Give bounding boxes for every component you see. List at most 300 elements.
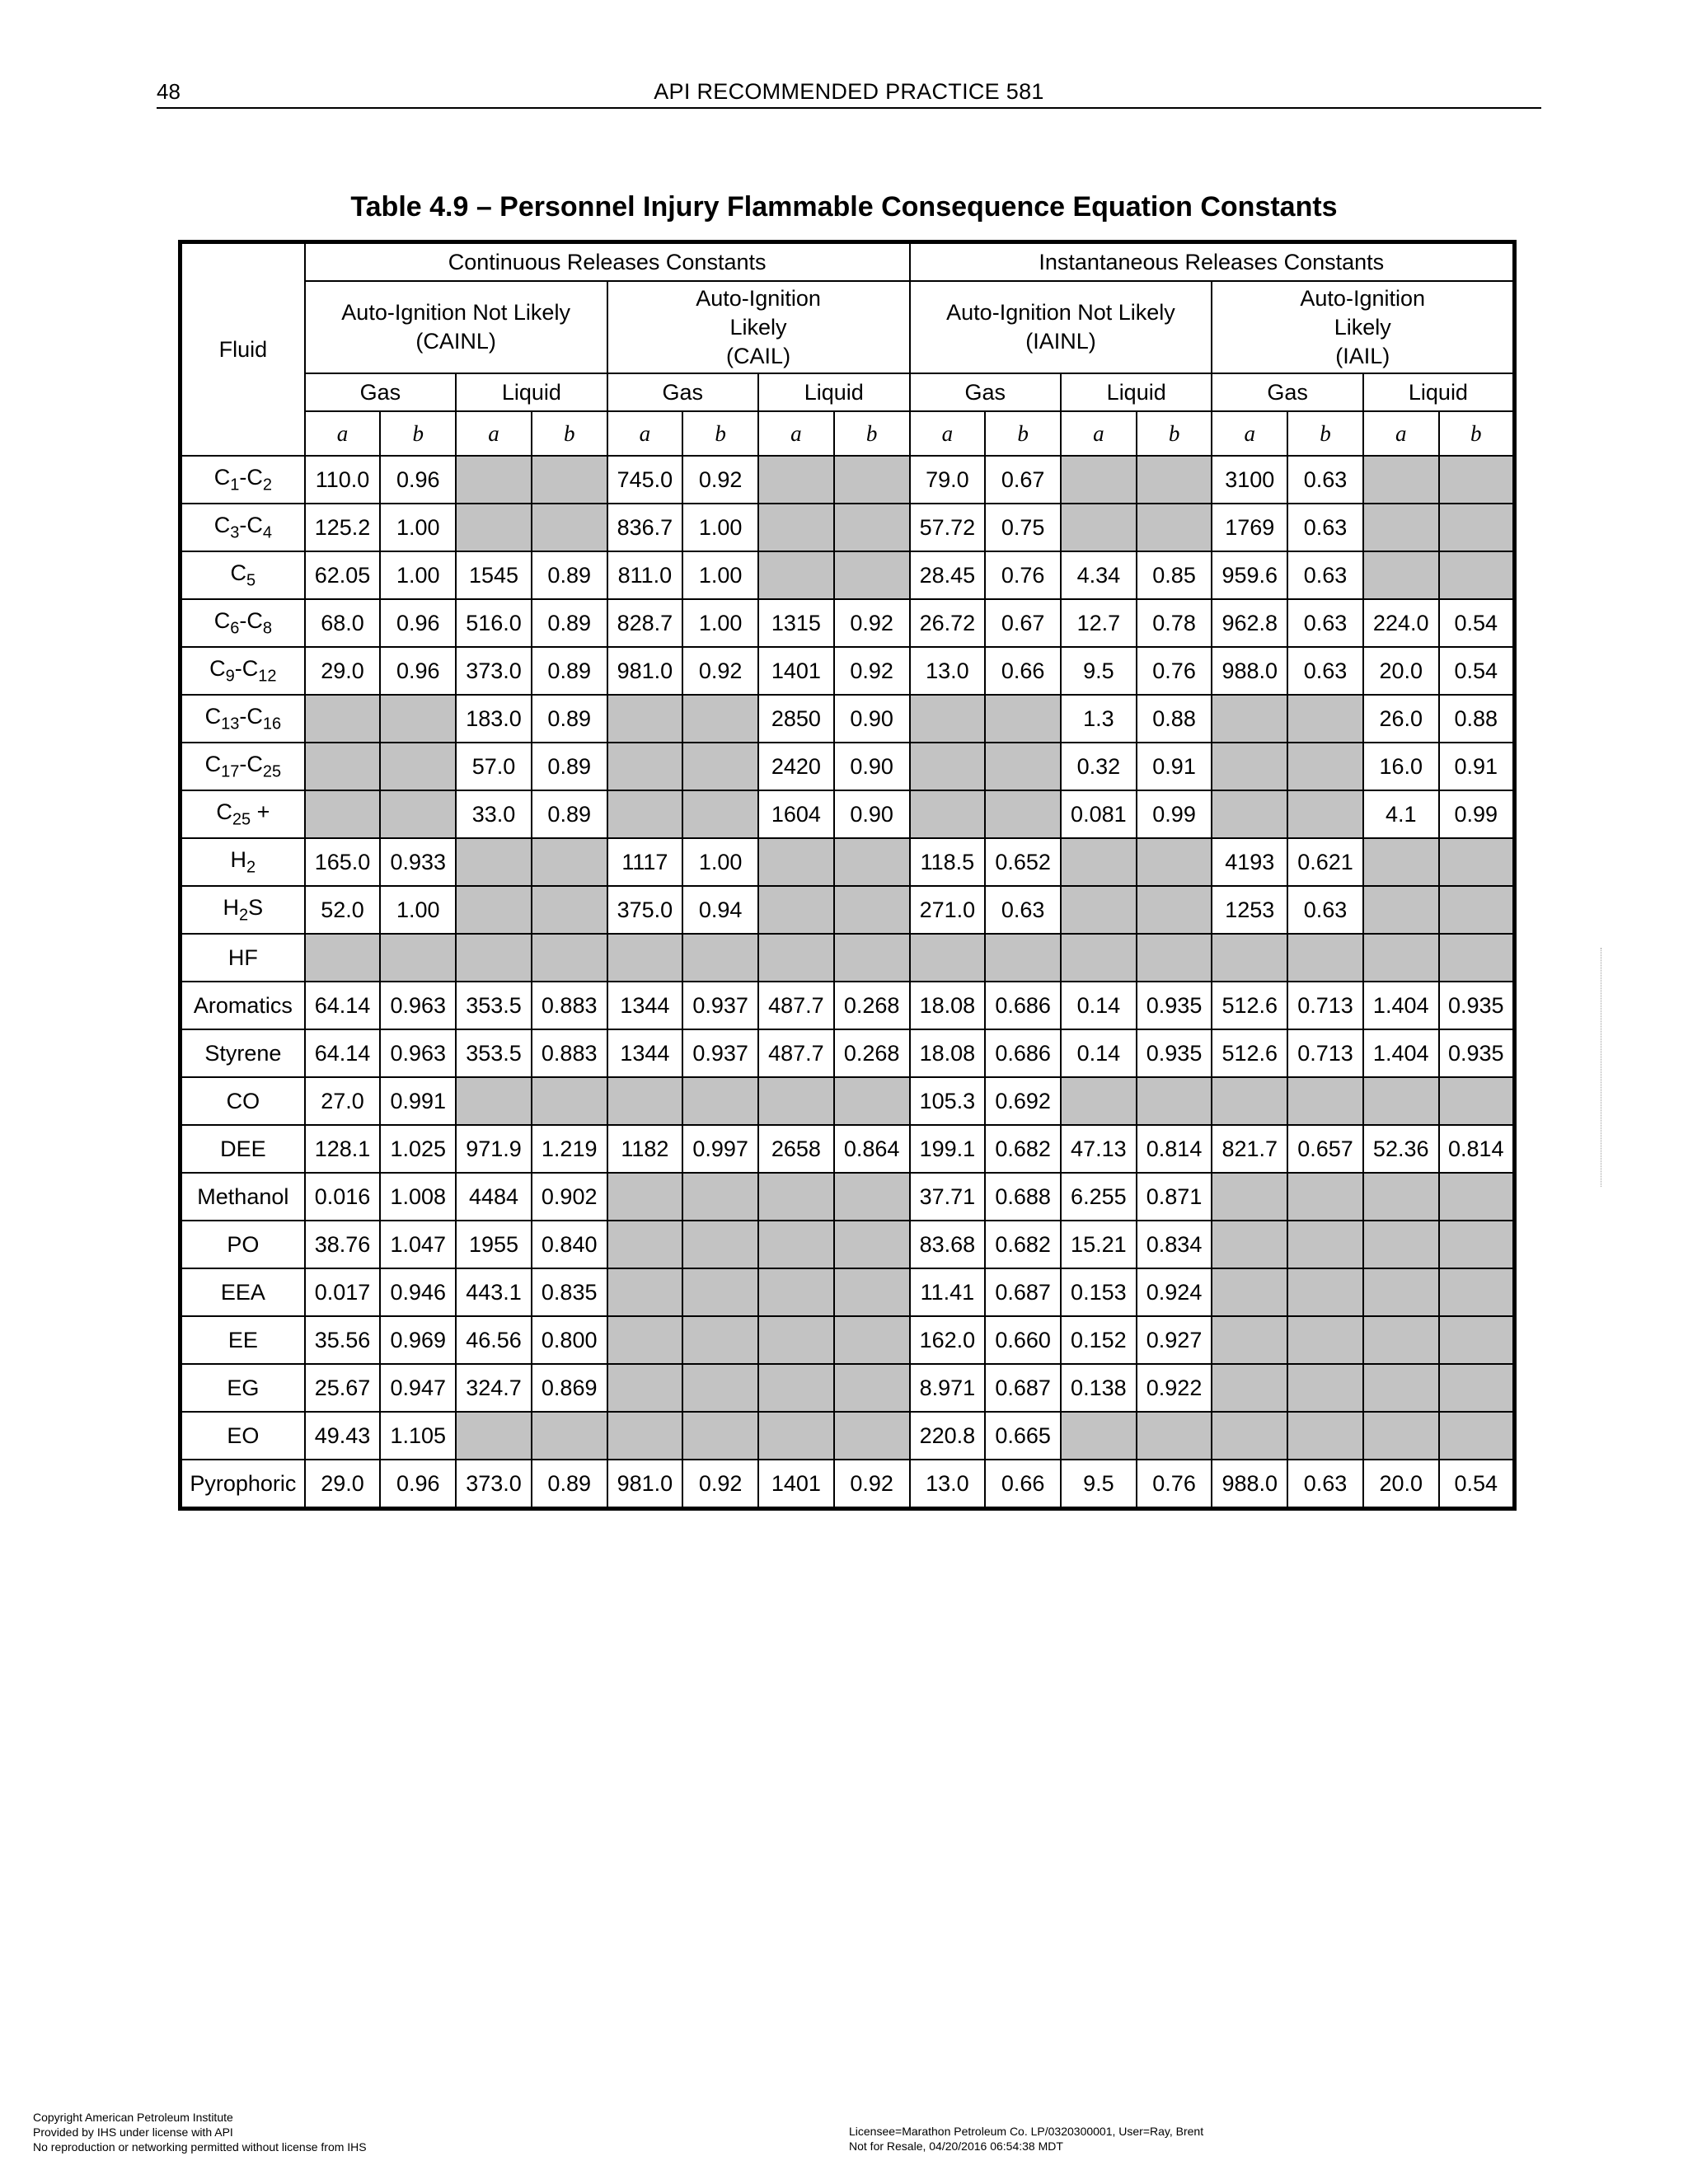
empty-cell <box>380 743 456 790</box>
table-row <box>181 1221 1515 1268</box>
empty-cell <box>1439 1173 1515 1221</box>
empty-cell <box>758 1268 834 1316</box>
value-cell: 0.76 <box>1137 1460 1212 1509</box>
value-cell: 0.652 <box>985 838 1061 886</box>
empty-cell <box>456 1412 532 1460</box>
value-cell: 512.6 <box>1212 982 1287 1029</box>
value-cell: 79.0 <box>910 456 986 504</box>
empty-cell <box>985 934 1061 982</box>
empty-cell <box>1363 934 1439 982</box>
empty-cell <box>682 1173 758 1221</box>
empty-cell <box>1363 838 1439 886</box>
empty-cell <box>910 743 986 790</box>
value-cell: 18.08 <box>910 982 986 1029</box>
value-cell: 1.00 <box>682 504 758 551</box>
table-row <box>181 1412 1515 1460</box>
value-cell: 0.92 <box>682 1460 758 1509</box>
value-cell: 0.89 <box>532 790 607 838</box>
value-cell: 26.72 <box>910 599 986 647</box>
value-cell: 26.0 <box>1363 695 1439 743</box>
empty-cell <box>758 1173 834 1221</box>
empty-cell <box>910 695 986 743</box>
empty-cell <box>834 886 910 934</box>
empty-cell <box>1212 1316 1287 1364</box>
empty-cell <box>1287 1268 1363 1316</box>
value-cell: 0.017 <box>305 1268 381 1316</box>
value-cell: 0.78 <box>1137 599 1212 647</box>
fluid-cell: HF <box>181 934 305 982</box>
empty-cell <box>834 1077 910 1125</box>
value-cell: 2420 <box>758 743 834 790</box>
value-cell: 0.96 <box>380 599 456 647</box>
value-cell: 110.0 <box>305 456 381 504</box>
value-cell: 37.71 <box>910 1173 986 1221</box>
table-row <box>181 934 1515 982</box>
value-cell: 512.6 <box>1212 1029 1287 1077</box>
value-cell: 52.0 <box>305 886 381 934</box>
phase-header: Gas <box>607 373 758 411</box>
value-cell: 271.0 <box>910 886 986 934</box>
value-cell: 1.404 <box>1363 1029 1439 1077</box>
empty-cell <box>607 790 683 838</box>
table-row <box>181 982 1515 1029</box>
coefficient-header: a <box>607 411 683 456</box>
fluid-cell: $C_6-C_8$ <box>181 599 305 647</box>
value-cell: 0.713 <box>1287 982 1363 1029</box>
table-body <box>181 456 1515 1509</box>
value-cell: 0.91 <box>1137 743 1212 790</box>
value-cell: 0.660 <box>985 1316 1061 1364</box>
empty-cell <box>682 1221 758 1268</box>
value-cell: 0.153 <box>1061 1268 1137 1316</box>
coefficient-header: a <box>305 411 381 456</box>
value-cell: 0.54 <box>1439 599 1515 647</box>
empty-cell <box>682 743 758 790</box>
value-cell: 0.92 <box>834 647 910 695</box>
value-cell: 125.2 <box>305 504 381 551</box>
value-cell: 0.138 <box>1061 1364 1137 1412</box>
coefficient-header: a <box>1212 411 1287 456</box>
value-cell: 0.63 <box>1287 1460 1363 1509</box>
empty-cell <box>305 695 381 743</box>
value-cell: 0.63 <box>1287 551 1363 599</box>
empty-cell <box>834 1268 910 1316</box>
value-cell: 1.219 <box>532 1125 607 1173</box>
value-cell: 516.0 <box>456 599 532 647</box>
empty-cell <box>607 1268 683 1316</box>
empty-cell <box>1363 1077 1439 1125</box>
empty-cell <box>607 1412 683 1460</box>
empty-cell <box>1439 504 1515 551</box>
empty-cell <box>1439 1077 1515 1125</box>
margin-marks <box>1601 948 1605 1187</box>
phase-header: Liquid <box>1061 373 1212 411</box>
value-cell: 0.63 <box>1287 886 1363 934</box>
empty-cell <box>1287 1173 1363 1221</box>
phase-header: Liquid <box>758 373 910 411</box>
fluid-cell: Methanol <box>181 1173 305 1221</box>
group-header-continuous: Continuous Releases Constants <box>305 242 910 282</box>
empty-cell <box>1287 790 1363 838</box>
empty-cell <box>1137 1077 1212 1125</box>
value-cell: 0.924 <box>1137 1268 1212 1316</box>
value-cell: 0.14 <box>1061 982 1137 1029</box>
value-cell: 35.56 <box>305 1316 381 1364</box>
empty-cell <box>758 1364 834 1412</box>
coefficient-header: a <box>1363 411 1439 456</box>
value-cell: 29.0 <box>305 1460 381 1509</box>
running-head: API RECOMMENDED PRACTICE 581 <box>654 79 1044 104</box>
value-cell: 0.869 <box>532 1364 607 1412</box>
value-cell: 1.025 <box>380 1125 456 1173</box>
empty-cell <box>1287 695 1363 743</box>
phase-header: Gas <box>910 373 1061 411</box>
value-cell: 0.016 <box>305 1173 381 1221</box>
value-cell: 0.90 <box>834 743 910 790</box>
value-cell: 47.13 <box>1061 1125 1137 1173</box>
phase-header: Gas <box>1212 373 1362 411</box>
value-cell: 0.89 <box>532 599 607 647</box>
value-cell: 1.00 <box>380 551 456 599</box>
value-cell: 49.43 <box>305 1412 381 1460</box>
value-cell: 4.34 <box>1061 551 1137 599</box>
footer-license: Licensee=Marathon Petroleum Co. LP/0320300001, User=Ray, Brent Not for Resale, 04/20/2016 06:54:38 MDT <box>849 2125 1204 2153</box>
empty-cell <box>758 551 834 599</box>
value-cell: 0.99 <box>1439 790 1515 838</box>
value-cell: 13.0 <box>910 647 986 695</box>
value-cell: 0.66 <box>985 1460 1061 1509</box>
fluid-cell: EO <box>181 1412 305 1460</box>
value-cell: 0.935 <box>1439 982 1515 1029</box>
value-cell: 0.32 <box>1061 743 1137 790</box>
empty-cell <box>1212 1077 1287 1125</box>
value-cell: 0.89 <box>532 743 607 790</box>
constants-table <box>178 240 1517 1511</box>
empty-cell <box>910 934 986 982</box>
empty-cell <box>1439 1221 1515 1268</box>
empty-cell <box>834 504 910 551</box>
coefficient-header: a <box>910 411 986 456</box>
empty-cell <box>834 551 910 599</box>
empty-cell <box>1061 456 1137 504</box>
value-cell: 487.7 <box>758 982 834 1029</box>
empty-cell <box>758 456 834 504</box>
value-cell: 6.255 <box>1061 1173 1137 1221</box>
empty-cell <box>758 838 834 886</box>
value-cell: 105.3 <box>910 1077 986 1125</box>
value-cell: 0.688 <box>985 1173 1061 1221</box>
fluid-cell: $C_9-C_{12}$ <box>181 647 305 695</box>
empty-cell <box>758 934 834 982</box>
value-cell: 981.0 <box>607 1460 683 1509</box>
value-cell: 0.933 <box>380 838 456 886</box>
value-cell: 25.67 <box>305 1364 381 1412</box>
empty-cell <box>1287 934 1363 982</box>
empty-cell <box>682 790 758 838</box>
empty-cell <box>456 838 532 886</box>
empty-cell <box>1061 838 1137 886</box>
coefficient-header: b <box>380 411 456 456</box>
table-row <box>181 647 1515 695</box>
empty-cell <box>532 1077 607 1125</box>
empty-cell <box>1137 934 1212 982</box>
fluid-cell: Aromatics <box>181 982 305 1029</box>
empty-cell <box>758 1221 834 1268</box>
coefficient-header: b <box>682 411 758 456</box>
empty-cell <box>682 1077 758 1125</box>
table-row <box>181 1077 1515 1125</box>
value-cell: 0.814 <box>1439 1125 1515 1173</box>
empty-cell <box>834 1316 910 1364</box>
table-row <box>181 790 1515 838</box>
value-cell: 220.8 <box>910 1412 986 1460</box>
empty-cell <box>305 934 381 982</box>
value-cell: 1769 <box>1212 504 1287 551</box>
empty-cell <box>532 886 607 934</box>
value-cell: 0.90 <box>834 695 910 743</box>
empty-cell <box>1439 934 1515 982</box>
value-cell: 0.686 <box>985 982 1061 1029</box>
value-cell: 443.1 <box>456 1268 532 1316</box>
empty-cell <box>1137 886 1212 934</box>
value-cell: 1.00 <box>682 551 758 599</box>
value-cell: 0.90 <box>834 790 910 838</box>
value-cell: 46.56 <box>456 1316 532 1364</box>
empty-cell <box>985 743 1061 790</box>
empty-cell <box>834 838 910 886</box>
empty-cell <box>834 1221 910 1268</box>
value-cell: 0.268 <box>834 1029 910 1077</box>
empty-cell <box>1363 1364 1439 1412</box>
value-cell: 199.1 <box>910 1125 986 1173</box>
coefficient-header: b <box>1137 411 1212 456</box>
fluid-column-header: Fluid <box>181 242 305 457</box>
value-cell: 1.3 <box>1061 695 1137 743</box>
value-cell: 373.0 <box>456 647 532 695</box>
empty-cell <box>1137 838 1212 886</box>
empty-cell <box>607 1221 683 1268</box>
value-cell: 12.7 <box>1061 599 1137 647</box>
table-row <box>181 599 1515 647</box>
table-title: Table 4.9 – Personnel Injury Flammable Consequence Equation Constants <box>350 191 1338 223</box>
empty-cell <box>1287 1077 1363 1125</box>
value-cell: 962.8 <box>1212 599 1287 647</box>
value-cell: 1604 <box>758 790 834 838</box>
empty-cell <box>607 695 683 743</box>
value-cell: 38.76 <box>305 1221 381 1268</box>
subgroup-header-iainl: Auto-Ignition Not Likely (IAINL) <box>910 281 1212 373</box>
value-cell: 8.971 <box>910 1364 986 1412</box>
empty-cell <box>1212 695 1287 743</box>
empty-cell <box>1363 504 1439 551</box>
value-cell: 20.0 <box>1363 647 1439 695</box>
value-cell: 811.0 <box>607 551 683 599</box>
value-cell: 1.00 <box>380 886 456 934</box>
value-cell: 183.0 <box>456 695 532 743</box>
empty-cell <box>1212 934 1287 982</box>
empty-cell <box>1363 1268 1439 1316</box>
fluid-cell: $C_{25}$ + <box>181 790 305 838</box>
value-cell: 353.5 <box>456 1029 532 1077</box>
table-row <box>181 456 1515 504</box>
value-cell: 0.92 <box>682 456 758 504</box>
empty-cell <box>380 695 456 743</box>
value-cell: 0.99 <box>1137 790 1212 838</box>
empty-cell <box>1287 1364 1363 1412</box>
empty-cell <box>834 1364 910 1412</box>
value-cell: 0.92 <box>834 1460 910 1509</box>
value-cell: 3100 <box>1212 456 1287 504</box>
empty-cell <box>682 934 758 982</box>
fluid-cell: EE <box>181 1316 305 1364</box>
value-cell: 0.88 <box>1137 695 1212 743</box>
value-cell: 0.692 <box>985 1077 1061 1125</box>
value-cell: 0.937 <box>682 1029 758 1077</box>
table-row <box>181 838 1515 886</box>
table-row <box>181 551 1515 599</box>
value-cell: 62.05 <box>305 551 381 599</box>
value-cell: 0.800 <box>532 1316 607 1364</box>
value-cell: 1117 <box>607 838 683 886</box>
coefficient-header: b <box>1287 411 1363 456</box>
phase-header: Liquid <box>1363 373 1515 411</box>
value-cell: 29.0 <box>305 647 381 695</box>
value-cell: 27.0 <box>305 1077 381 1125</box>
value-cell: 0.92 <box>682 647 758 695</box>
value-cell: 0.835 <box>532 1268 607 1316</box>
empty-cell <box>456 934 532 982</box>
value-cell: 0.997 <box>682 1125 758 1173</box>
value-cell: 0.935 <box>1137 982 1212 1029</box>
empty-cell <box>456 504 532 551</box>
value-cell: 68.0 <box>305 599 381 647</box>
empty-cell <box>985 695 1061 743</box>
empty-cell <box>1287 1412 1363 1460</box>
value-cell: 0.621 <box>1287 838 1363 886</box>
value-cell: 18.08 <box>910 1029 986 1077</box>
value-cell: 20.0 <box>1363 1460 1439 1509</box>
value-cell: 0.76 <box>1137 647 1212 695</box>
fluid-cell: $H_2S$ <box>181 886 305 934</box>
empty-cell <box>1061 886 1137 934</box>
empty-cell <box>1137 504 1212 551</box>
coefficient-header: b <box>532 411 607 456</box>
value-cell: 2658 <box>758 1125 834 1173</box>
value-cell: 0.85 <box>1137 551 1212 599</box>
value-cell: 9.5 <box>1061 647 1137 695</box>
empty-cell <box>1212 1364 1287 1412</box>
empty-cell <box>607 743 683 790</box>
empty-cell <box>1439 1364 1515 1412</box>
value-cell: 0.081 <box>1061 790 1137 838</box>
value-cell: 959.6 <box>1212 551 1287 599</box>
value-cell: 0.864 <box>834 1125 910 1173</box>
value-cell: 988.0 <box>1212 1460 1287 1509</box>
coefficient-header: a <box>758 411 834 456</box>
value-cell: 1955 <box>456 1221 532 1268</box>
value-cell: 0.883 <box>532 1029 607 1077</box>
value-cell: 487.7 <box>758 1029 834 1077</box>
subgroup-header-cainl: Auto-Ignition Not Likely (CAINL) <box>305 281 607 373</box>
value-cell: 0.54 <box>1439 1460 1515 1509</box>
value-cell: 83.68 <box>910 1221 986 1268</box>
empty-cell <box>1212 1221 1287 1268</box>
empty-cell <box>1439 551 1515 599</box>
value-cell: 0.76 <box>985 551 1061 599</box>
fluid-cell: $C_1-C_2$ <box>181 456 305 504</box>
value-cell: 0.963 <box>380 982 456 1029</box>
value-cell: 0.686 <box>985 1029 1061 1077</box>
value-cell: 0.682 <box>985 1125 1061 1173</box>
value-cell: 1.008 <box>380 1173 456 1221</box>
value-cell: 1401 <box>758 1460 834 1509</box>
value-cell: 0.935 <box>1137 1029 1212 1077</box>
empty-cell <box>758 886 834 934</box>
empty-cell <box>1363 1173 1439 1221</box>
value-cell: 0.935 <box>1439 1029 1515 1077</box>
empty-cell <box>532 838 607 886</box>
value-cell: 1401 <box>758 647 834 695</box>
empty-cell <box>305 743 381 790</box>
value-cell: 0.54 <box>1439 647 1515 695</box>
value-cell: 0.94 <box>682 886 758 934</box>
empty-cell <box>305 790 381 838</box>
value-cell: 0.91 <box>1439 743 1515 790</box>
value-cell: 1253 <box>1212 886 1287 934</box>
fluid-cell: $C_3-C_4$ <box>181 504 305 551</box>
value-cell: 0.92 <box>834 599 910 647</box>
value-cell: 1.00 <box>682 838 758 886</box>
value-cell: 4.1 <box>1363 790 1439 838</box>
empty-cell <box>758 504 834 551</box>
subgroup-header-cail: Auto-Ignition Likely (CAIL) <box>607 281 910 373</box>
value-cell: 1.105 <box>380 1412 456 1460</box>
empty-cell <box>1439 1412 1515 1460</box>
value-cell: 0.687 <box>985 1268 1061 1316</box>
coefficient-header: b <box>1439 411 1515 456</box>
empty-cell <box>1439 456 1515 504</box>
value-cell: 0.946 <box>380 1268 456 1316</box>
value-cell: 1.00 <box>380 504 456 551</box>
empty-cell <box>834 456 910 504</box>
empty-cell <box>456 886 532 934</box>
value-cell: 0.63 <box>1287 456 1363 504</box>
empty-cell <box>456 456 532 504</box>
empty-cell <box>758 1316 834 1364</box>
value-cell: 57.72 <box>910 504 986 551</box>
value-cell: 224.0 <box>1363 599 1439 647</box>
value-cell: 0.88 <box>1439 695 1515 743</box>
empty-cell <box>1363 456 1439 504</box>
value-cell: 0.67 <box>985 456 1061 504</box>
value-cell: 4484 <box>456 1173 532 1221</box>
fluid-cell: PO <box>181 1221 305 1268</box>
value-cell: 1.047 <box>380 1221 456 1268</box>
empty-cell <box>1287 1316 1363 1364</box>
value-cell: 0.963 <box>380 1029 456 1077</box>
table-row <box>181 1460 1515 1509</box>
empty-cell <box>985 790 1061 838</box>
value-cell: 15.21 <box>1061 1221 1137 1268</box>
value-cell: 4193 <box>1212 838 1287 886</box>
empty-cell <box>1439 886 1515 934</box>
value-cell: 0.75 <box>985 504 1061 551</box>
empty-cell <box>1363 1221 1439 1268</box>
coefficient-header: b <box>985 411 1061 456</box>
empty-cell <box>532 504 607 551</box>
fluid-cell: $C_{13}-C_{16}$ <box>181 695 305 743</box>
value-cell: 0.883 <box>532 982 607 1029</box>
